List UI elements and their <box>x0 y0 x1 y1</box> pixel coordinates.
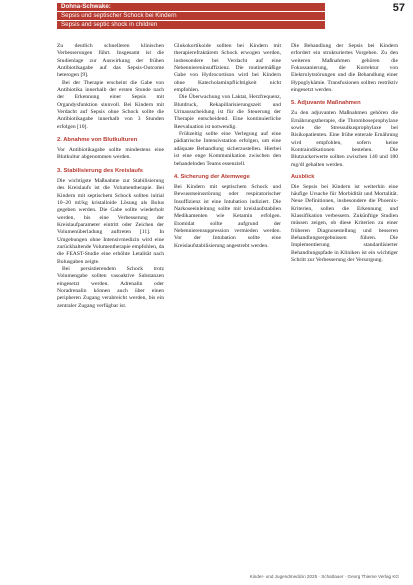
header-title-english: Sepsis and septic shock in children <box>57 21 325 29</box>
paragraph: Die Überwachung von Laktat, Herzfrequenz, Blutdruck, Rekapillarisierungszeit und Urinausscheidung ist für die Steuerung der Therapie entscheidend. Eine kontinuierliche Reevaluation ist notwendig. <box>174 94 281 130</box>
section-heading: 4. Sicherung der Atemwege <box>174 173 250 180</box>
paragraph: Die wichtigste Maßnahme zur Stabilisierung des Kreislaufs ist die Volumentherapie. Bei Kindern mit septischem Schock sollten initial 10–20 ml/kg kristalloide Lösung als Bolus gegeben werden. Die Gabe sollte wiederholt werden, bis eine Verbesserung der Kreislaufparameter eintritt oder Zeichen der Volumenüberladung auftreten [11]. In Umgebungen ohne Intensivmedizin wird eine zurückhaltende Volumentherapie empfohlen, da die FEAST-Studie eine erhöhte Letalität nach Bolusgaben zeigte. <box>57 177 164 265</box>
paragraph: Frühzeitig sollte eine Verlegung auf eine pädiatrische Intensivstation erfolgen, um eine adäquate Behandlung sicherzustellen. Hierbei ist eine enge Kommunikation zwischen den behandelnden Teams essenziell. <box>174 131 281 167</box>
article-body <box>57 43 399 563</box>
outlook-heading: Ausblick <box>291 174 315 181</box>
page-number: 57 <box>392 2 405 14</box>
page-footer: Kinder- und Jugendmedizin 2025 · Schattauer · Georg Thieme Verlag KG <box>249 574 399 579</box>
paragraph: Zu deutlich schnelleren klinischen Verbesserungen führt. Insgesamt ist die Studienlage zur Auswirkung der frühen Antibiotikagabe auf das Sepsis-Outcome heterogen [9]. <box>57 43 164 79</box>
paragraph: Zu den adjuvanten Maßnahmen gehören die Ernährungstherapie, die Thromboseprophylaxe sowie die Stressulkusprophylaxe bei Risikopatienten. Eine frühe enterale Ernährung wird empfohlen, sofern keine Kontraindikationen bestehen. Die Blutzuckerwerte sollten zwischen 140 und 180 mg/dl gehalten werden. <box>291 110 398 168</box>
paragraph: Die Sepsis bei Kindern ist weiterhin eine häufige Ursache für Morbidität und Mortalität. Neue Definitionen, insbesondere die Phoenix-Kriterien, sollen die Erkennung und Klassifikation verbessern. Zukünftige Studien müssen zeigen, ob diese Kriterien zu einer früheren Diagnosestellung und besseren Behandlungsergebnissen führen. Die Implementierung standardisierter Behandlungspfade in Kliniken ist ein wichtiger Schritt zur Verbesserung der Versorgung. <box>291 183 398 263</box>
paragraph: Vor Antibiotikagabe sollte mindestens eine Blutkultur abgenommen werden. <box>57 147 164 161</box>
paragraph: Bei der Therapie erscheint die Gabe von Antibiotika innerhalb der ersten Stunde nach der Erkennung einer Sepsis mit Organdysfunktion sinnvoll. Bei Kindern mit Verdacht auf Sepsis ohne Schock sollte die Antibiotikagabe innerhalb von 3 Stunden erfolgen [10]. <box>57 79 164 130</box>
paragraph: Bei Kindern mit septischem Schock und Bewusstseinsstörung oder respiratorischer Insuffizienz ist eine Intubation indiziert. Die Narkoseeinleitung sollte mit kreislaufstabilen Medikamenten wie Ketamin erfolgen. Etomidat sollte aufgrund der Nebennierensuppression vermieden werden. Vor der Intubation sollte eine Kreislaufstabilisierung angestrebt werden. <box>174 183 281 249</box>
header-title-german: Sepsis und septischer Schock bei Kindern <box>57 12 325 20</box>
section-heading: 2. Abnahme von Blutkulturen <box>57 137 138 144</box>
paragraph: Die Behandlung der Sepsis bei Kindern erfordert ein strukturiertes Vorgehen. Zu den weiteren Maßnahmen gehören die Fokussanierung, die Korrektur von Elektrolytstörungen und die Behandlung einer Hypoglykämie. Transfusionen sollten restriktiv eingesetzt werden. <box>291 43 398 94</box>
paragraph: Bei persistierendem Schock trotz Volumengabe sollten vasoaktive Substanzen eingesetzt werden. Adrenalin oder Noradrenalin können auch über einen peripheren Zugang verabreicht werden, bis ein zentraler Zugang verfügbar ist. <box>57 265 164 309</box>
section-heading: 5. Adjuvante Maßnahmen <box>291 100 361 107</box>
page-header <box>0 0 413 36</box>
paragraph: Glukokortikoide sollten bei Kindern mit therapierefraktärem Schock erwogen werden, insbesondere bei Verdacht auf eine Nebenniereninsuffizienz. Die routinemäßige Gabe von Hydrocortison wird bei Kindern ohne Katecholaminpflichtigkeit nicht empfohlen. <box>174 43 281 94</box>
column-3 <box>291 43 398 563</box>
running-title <box>57 3 325 30</box>
column-2 <box>174 43 281 563</box>
section-heading: 3. Stabilisierung des Kreislaufs <box>57 167 144 174</box>
column-1 <box>57 43 164 563</box>
header-author: Dohna-Schwake: <box>57 3 325 11</box>
